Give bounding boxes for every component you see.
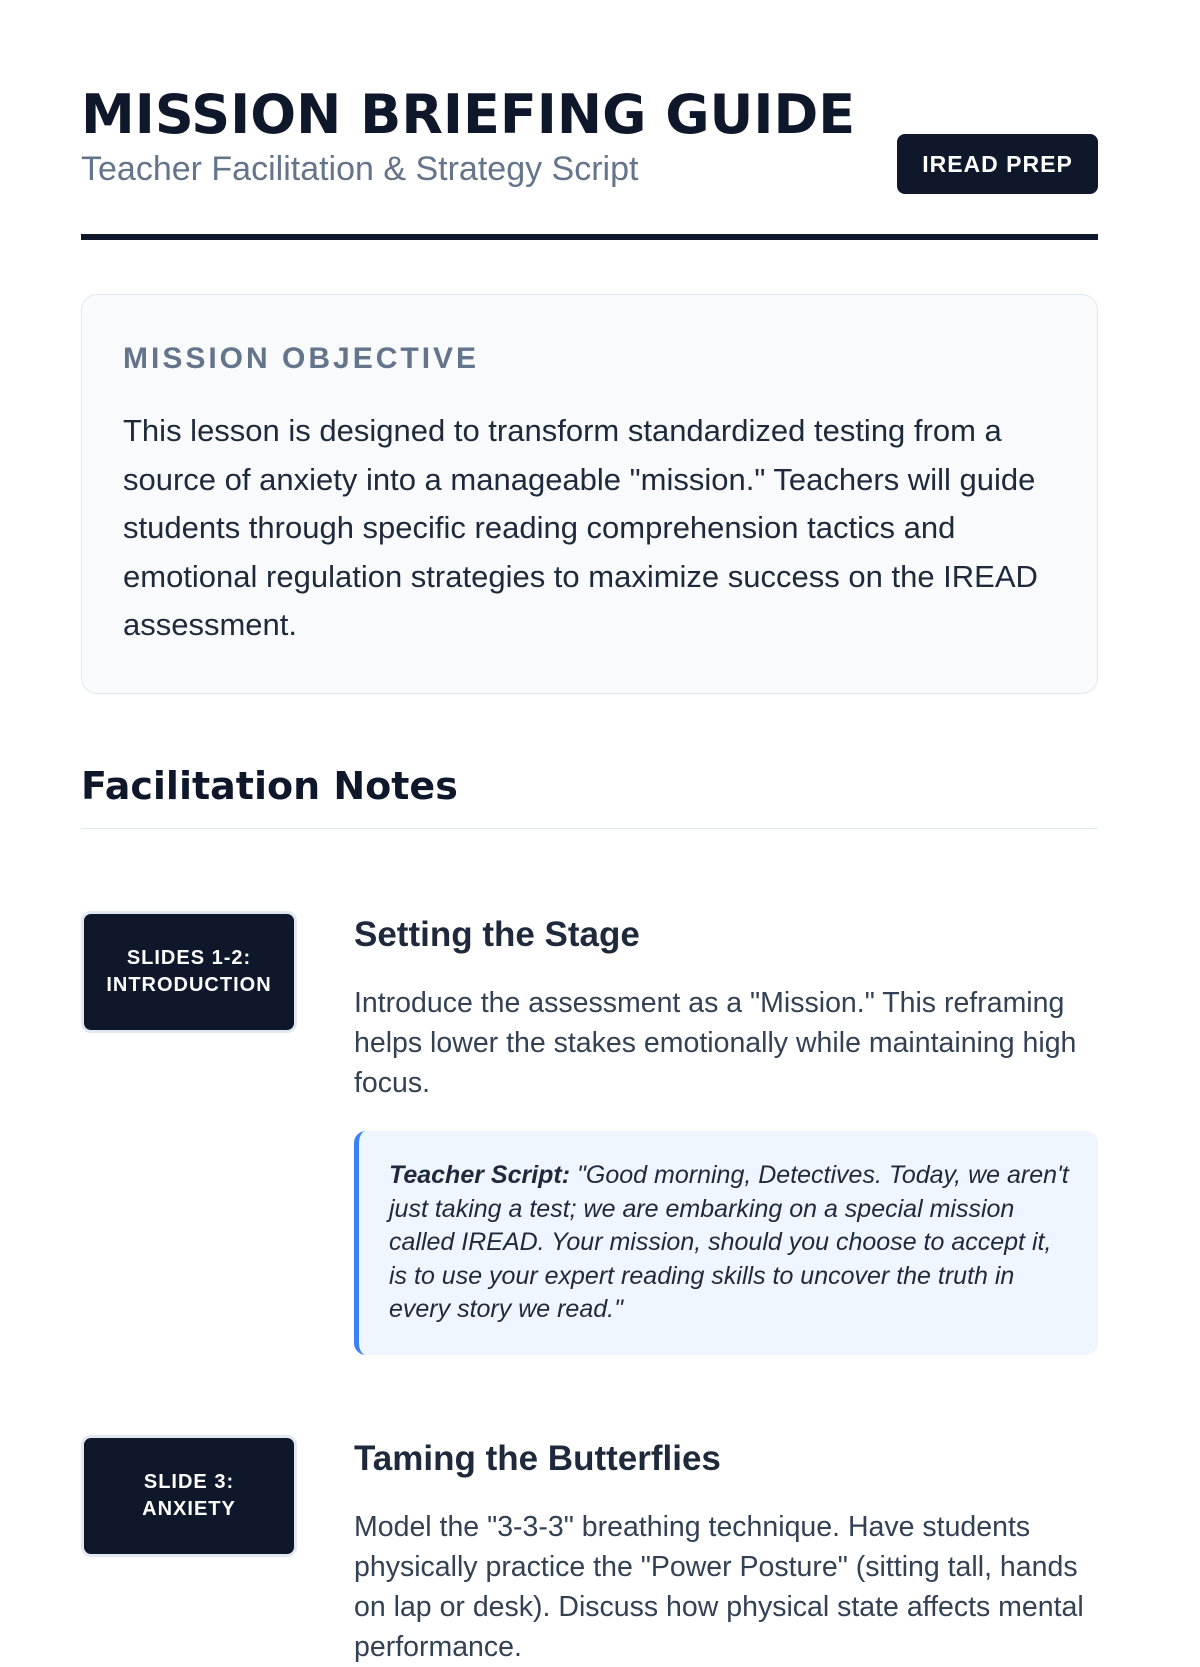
objective-text: This lesson is designed to transform standardized testing from a source of anxiety into a manageable "mission." Teachers will guide students through specific reading comprehension tactics and emotional regulation strategies to maximize success on the IREAD assessment. xyxy=(123,413,1038,642)
note-body xyxy=(354,1435,1098,1667)
note-text: Model the "3-3-3" breathing technique. Have students physically practice the "Power Posture" (sitting tall, hands on lap or desk). Discuss how physical state affects mental performance. xyxy=(354,1510,1084,1663)
iread-prep-badge: IREAD PREP xyxy=(897,134,1098,194)
mission-objective-panel xyxy=(81,294,1098,694)
note-title: Setting the Stage xyxy=(354,915,640,954)
teacher-script-callout xyxy=(354,1131,1098,1355)
page-subtitle: Teacher Facilitation & Strategy Script xyxy=(81,150,639,188)
slide-tag: SLIDE 3: ANXIETY xyxy=(81,1435,297,1557)
page-header xyxy=(81,0,1098,240)
objective-label: MISSION OBJECTIVE xyxy=(123,342,480,375)
slide-tag: SLIDES 1-2: INTRODUCTION xyxy=(81,911,297,1033)
note-taming-the-butterflies xyxy=(81,1435,1098,1667)
note-text: Introduce the assessment as a "Mission." This reframing helps lower the stakes emotionally while maintaining high focus. xyxy=(354,987,1077,1099)
note-title: Taming the Butterflies xyxy=(354,1438,721,1478)
teacher-script-label: Teacher Script: xyxy=(389,1161,571,1189)
teacher-script-text: "Good morning, Detectives. Today, we aren't just taking a test; we are embarking on a special mission called IREAD. Your mission, should you choose to accept it, is to use your expert reading skills to uncover the truth in every story we read." xyxy=(389,1161,1069,1323)
facilitation-notes-heading: Facilitation Notes xyxy=(81,762,1098,829)
note-body xyxy=(354,911,1098,1355)
page-title: MISSION BRIEFING GUIDE xyxy=(81,83,856,146)
note-setting-the-stage xyxy=(81,911,1098,1355)
